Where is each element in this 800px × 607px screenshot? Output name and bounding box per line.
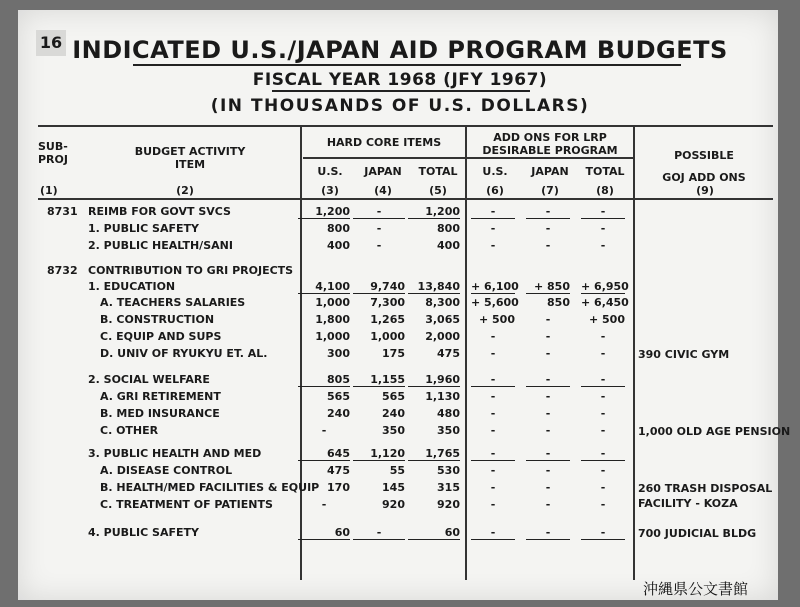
col-num-6: (6) xyxy=(486,184,504,197)
cell-tot: 60 xyxy=(408,526,460,540)
cell-aus: - xyxy=(490,498,496,511)
col-num-3: (3) xyxy=(321,184,339,197)
group-header-rule xyxy=(303,157,633,159)
header-japan: JAPAN xyxy=(364,165,402,178)
header-subproj: SUB- PROJ xyxy=(38,140,68,166)
cell-jp: 1,155 xyxy=(353,373,405,387)
cell-jp: 350 xyxy=(382,424,405,437)
goj-add-on: 1,000 OLD AGE PENSION xyxy=(638,425,791,438)
column-divider xyxy=(465,125,467,580)
cell-ajp: - xyxy=(545,498,551,511)
cell-atot: - xyxy=(600,239,606,252)
col-num-9: (9) xyxy=(696,184,714,197)
cell-aus: - xyxy=(490,407,496,420)
budget-activity-item: 3. PUBLIC HEALTH AND MED xyxy=(88,447,262,460)
cell-aus: + 5,600 xyxy=(471,296,519,309)
goj-add-on: 390 CIVIC GYM xyxy=(638,348,730,361)
cell-jp: - xyxy=(376,239,382,252)
cell-us: 645 xyxy=(298,447,350,461)
cell-us: 805 xyxy=(298,373,350,387)
cell-tot: 315 xyxy=(437,481,460,494)
col-num-5: (5) xyxy=(429,184,447,197)
subproj-code: 8731 xyxy=(47,205,78,218)
budget-activity-item: 2. PUBLIC HEALTH/SANI xyxy=(88,239,233,252)
header-addon-us: U.S. xyxy=(482,165,508,178)
cell-aus: - xyxy=(490,424,496,437)
budget-activity-item: 1. PUBLIC SAFETY xyxy=(88,222,199,235)
cell-jp: 55 xyxy=(389,464,405,477)
cell-atot: - xyxy=(600,407,606,420)
cell-aus: - xyxy=(490,330,496,343)
cell-atot: - xyxy=(581,373,625,387)
cell-aus: - xyxy=(490,481,496,494)
cell-aus: - xyxy=(490,347,496,360)
cell-jp: 1,000 xyxy=(370,330,405,343)
subtitle-underline xyxy=(272,90,530,92)
cell-ajp: - xyxy=(545,464,551,477)
budget-activity-item: C. TREATMENT OF PATIENTS xyxy=(100,498,273,511)
cell-atot: - xyxy=(600,330,606,343)
cell-jp: - xyxy=(353,526,405,540)
cell-us: - xyxy=(321,498,327,511)
cell-atot: + 6,950 xyxy=(581,280,629,293)
cell-ajp: - xyxy=(526,526,570,540)
cell-us: 4,100 xyxy=(298,280,350,294)
col-num-1: (1) xyxy=(40,184,58,197)
cell-atot: + 6,450 xyxy=(581,296,629,309)
budget-activity-item: CONTRIBUTION TO GRI PROJECTS xyxy=(88,264,294,277)
cell-atot: - xyxy=(600,347,606,360)
page-number: 16 xyxy=(36,30,66,56)
cell-ajp: + 850 xyxy=(526,280,570,294)
cell-jp: 1,265 xyxy=(370,313,405,326)
col-num-8: (8) xyxy=(596,184,614,197)
cell-tot: 530 xyxy=(437,464,460,477)
col-num-2: (2) xyxy=(176,184,194,197)
cell-us: 1,800 xyxy=(315,313,350,326)
cell-ajp: - xyxy=(545,222,551,235)
budget-activity-item: A. TEACHERS SALARIES xyxy=(100,296,246,309)
cell-tot: 475 xyxy=(437,347,460,360)
header-hard-core: HARD CORE ITEMS xyxy=(326,136,442,149)
cell-jp: 9,740 xyxy=(353,280,405,294)
cell-tot: 350 xyxy=(437,424,460,437)
document-title: INDICATED U.S./JAPAN AID PROGRAM BUDGETS xyxy=(72,36,728,64)
cell-ajp: - xyxy=(545,407,551,420)
cell-tot: 1,960 xyxy=(408,373,460,387)
cell-us: 800 xyxy=(327,222,350,235)
cell-ajp: - xyxy=(545,424,551,437)
header-us: U.S. xyxy=(317,165,343,178)
cell-aus: - xyxy=(490,464,496,477)
cell-ajp: - xyxy=(545,239,551,252)
cell-atot: - xyxy=(600,464,606,477)
cell-tot: 1,765 xyxy=(408,447,460,461)
cell-atot: - xyxy=(581,526,625,540)
cell-us: 1,000 xyxy=(315,296,350,309)
subproj-code: 8732 xyxy=(47,264,78,277)
cell-tot: 1,130 xyxy=(425,390,460,403)
cell-aus: + 6,100 xyxy=(471,280,519,293)
header-total: TOTAL xyxy=(418,165,458,178)
cell-tot: 480 xyxy=(437,407,460,420)
title-underline xyxy=(133,64,681,66)
cell-ajp: - xyxy=(526,447,570,461)
cell-aus: - xyxy=(490,390,496,403)
cell-atot: + 500 xyxy=(588,313,625,326)
document-subtitle: FISCAL YEAR 1968 (JFY 1967) xyxy=(252,70,548,90)
cell-jp: - xyxy=(353,205,405,219)
budget-activity-item: B. HEALTH/MED FACILITIES & EQUIP xyxy=(100,481,320,494)
cell-tot: 800 xyxy=(437,222,460,235)
cell-tot: 1,200 xyxy=(408,205,460,219)
archive-stamp: 沖縄県公文書館 xyxy=(643,580,749,598)
cell-jp: 240 xyxy=(382,407,405,420)
cell-ajp: - xyxy=(545,313,551,326)
cell-us: 1,000 xyxy=(315,330,350,343)
cell-us: 565 xyxy=(327,390,350,403)
cell-atot: - xyxy=(600,498,606,511)
col-num-4: (4) xyxy=(374,184,392,197)
cell-tot: 920 xyxy=(437,498,460,511)
cell-ajp: - xyxy=(526,373,570,387)
cell-atot: - xyxy=(581,447,625,461)
budget-activity-item: 1. EDUCATION xyxy=(88,280,176,293)
cell-tot: 3,065 xyxy=(425,313,460,326)
cell-tot: 13,840 xyxy=(408,280,460,294)
header-addon-japan: JAPAN xyxy=(531,165,569,178)
cell-jp: - xyxy=(376,222,382,235)
budget-activity-item: 2. SOCIAL WELFARE xyxy=(88,373,210,386)
cell-tot: 2,000 xyxy=(425,330,460,343)
header-add-ons: ADD ONS FOR LRP DESIRABLE PROGRAM xyxy=(482,131,618,157)
col-num-7: (7) xyxy=(541,184,559,197)
cell-tot: 8,300 xyxy=(425,296,460,309)
cell-aus: - xyxy=(471,373,515,387)
cell-jp: 175 xyxy=(382,347,405,360)
budget-activity-item: C. EQUIP AND SUPS xyxy=(100,330,222,343)
cell-ajp: - xyxy=(545,390,551,403)
cell-ajp: 850 xyxy=(547,296,570,309)
cell-ajp: - xyxy=(526,205,570,219)
cell-aus: - xyxy=(471,205,515,219)
header-addon-total: TOTAL xyxy=(585,165,625,178)
units-note: (IN THOUSANDS OF U.S. DOLLARS) xyxy=(210,96,590,116)
header-activity: BUDGET ACTIVITY ITEM xyxy=(134,145,246,171)
cell-tot: 400 xyxy=(437,239,460,252)
cell-atot: - xyxy=(581,205,625,219)
cell-us: 240 xyxy=(327,407,350,420)
column-divider xyxy=(633,125,635,580)
cell-aus: - xyxy=(490,239,496,252)
cell-us: 170 xyxy=(327,481,350,494)
cell-atot: - xyxy=(600,481,606,494)
cell-ajp: - xyxy=(545,481,551,494)
cell-aus: + 500 xyxy=(478,313,515,326)
cell-jp: 1,120 xyxy=(353,447,405,461)
cell-ajp: - xyxy=(545,330,551,343)
budget-activity-item: C. OTHER xyxy=(100,424,159,437)
budget-activity-item: A. DISEASE CONTROL xyxy=(100,464,233,477)
cell-jp: 7,300 xyxy=(370,296,405,309)
budget-activity-item: D. UNIV OF RYUKYU ET. AL. xyxy=(100,347,268,360)
cell-atot: - xyxy=(600,424,606,437)
cell-atot: - xyxy=(600,222,606,235)
cell-aus: - xyxy=(471,447,515,461)
cell-us: - xyxy=(321,424,327,437)
header-bottom-rule xyxy=(38,198,773,200)
cell-us: 60 xyxy=(298,526,350,540)
goj-add-on: 700 JUDICIAL BLDG xyxy=(638,527,757,540)
table-top-rule xyxy=(38,125,773,127)
budget-activity-item: B. CONSTRUCTION xyxy=(100,313,215,326)
cell-ajp: - xyxy=(545,347,551,360)
budget-activity-item: REIMB FOR GOVT SVCS xyxy=(88,205,231,218)
cell-us: 1,200 xyxy=(298,205,350,219)
cell-aus: - xyxy=(471,526,515,540)
cell-jp: 145 xyxy=(382,481,405,494)
header-possible: POSSIBLE GOJ ADD ONS xyxy=(662,149,746,184)
cell-us: 300 xyxy=(327,347,350,360)
budget-activity-item: A. GRI RETIREMENT xyxy=(100,390,221,403)
cell-atot: - xyxy=(600,390,606,403)
cell-us: 475 xyxy=(327,464,350,477)
goj-add-on: 260 TRASH DISPOSAL FACILITY - KOZA xyxy=(638,482,773,510)
cell-us: 400 xyxy=(327,239,350,252)
cell-jp: 565 xyxy=(382,390,405,403)
budget-activity-item: 4. PUBLIC SAFETY xyxy=(88,526,199,539)
cell-aus: - xyxy=(490,222,496,235)
budget-activity-item: B. MED INSURANCE xyxy=(100,407,220,420)
cell-jp: 920 xyxy=(382,498,405,511)
